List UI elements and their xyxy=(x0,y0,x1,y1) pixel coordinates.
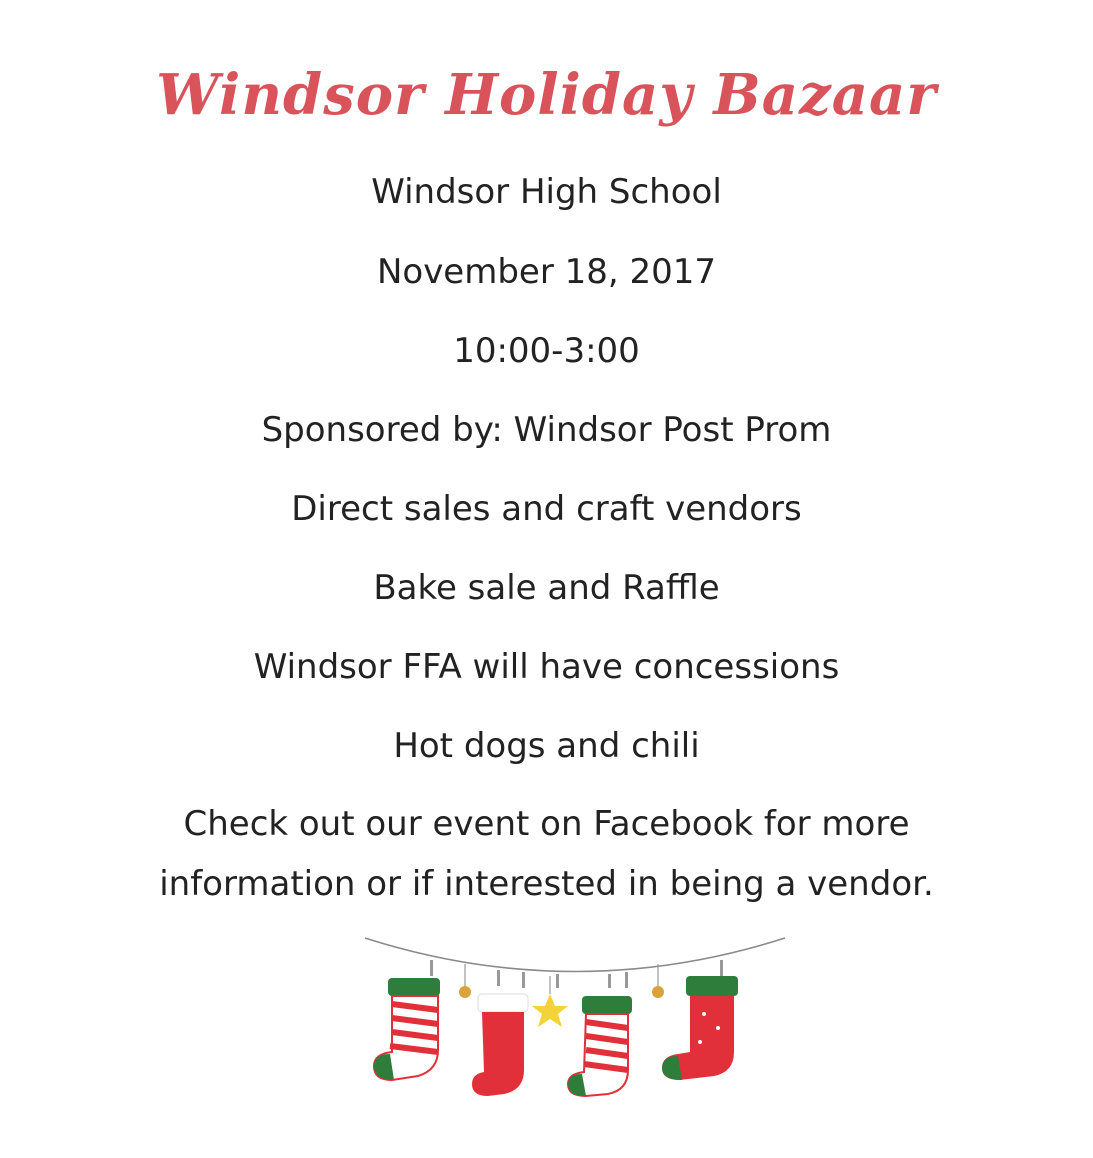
bell-icon xyxy=(652,964,664,998)
flyer-title: Windsor Holiday Bazaar xyxy=(156,62,937,128)
vendors-line: Direct sales and craft vendors xyxy=(291,489,802,529)
sponsor-line: Sponsored by: Windsor Post Prom xyxy=(261,410,832,450)
star-icon xyxy=(532,976,568,1027)
time-line: 10:00-3:00 xyxy=(453,331,640,371)
stocking-icon xyxy=(568,996,632,1096)
bell-icon xyxy=(459,964,471,998)
facebook-line-2: information or if interested in being a vendor. xyxy=(159,864,934,904)
bake-sale-line: Bake sale and Raffle xyxy=(373,568,720,608)
stocking-icon xyxy=(662,976,738,1080)
venue-line: Windsor High School xyxy=(371,172,722,212)
stocking-icon xyxy=(472,994,528,1096)
stocking-icon xyxy=(374,978,440,1080)
christmas-stockings-garland-icon xyxy=(360,930,790,1110)
facebook-line-1: Check out our event on Facebook for more xyxy=(183,804,910,844)
date-line: November 18, 2017 xyxy=(376,252,717,292)
concessions-line: Windsor FFA will have concessions xyxy=(253,647,840,687)
food-line: Hot dogs and chili xyxy=(393,726,700,766)
